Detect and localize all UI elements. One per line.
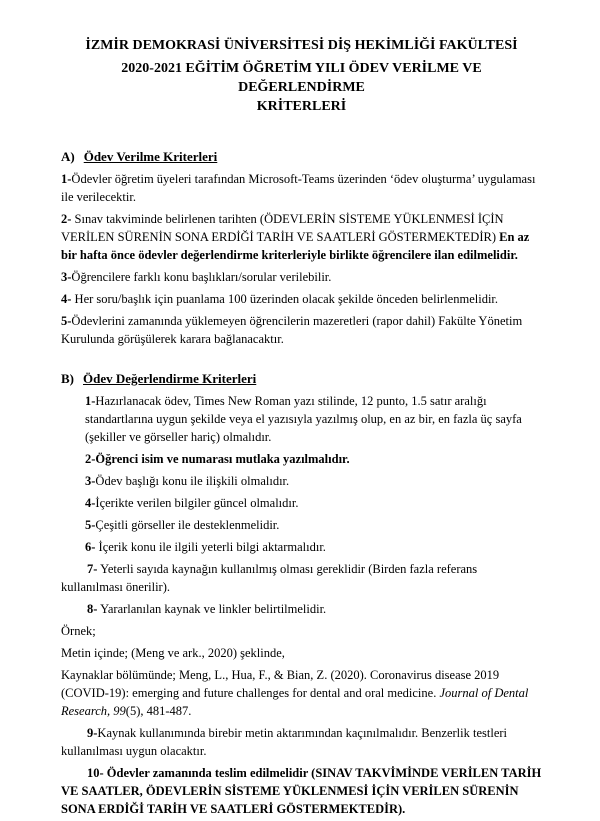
example-reference [61,666,542,720]
text-segment: 3- [85,474,96,488]
text-segment: 1- [85,394,96,408]
text-segment: Her soru/başlık için puanlama 100 üzerinden olacak şekilde önceden belirlenmelidir. [71,292,499,306]
text-segment: 4- [85,496,96,510]
text-segment: Örnek; [61,624,96,638]
text-segment: 3- [61,270,72,284]
section-heading-text: Ödev Değerlendirme Kriterleri [83,371,257,386]
text-segment: Ödev başlığı konu ile ilişkili olmalıdır. [95,474,290,488]
item-a3 [61,268,542,286]
document-subtitle [61,59,542,116]
example-label [61,622,542,640]
text-segment: 2- [61,212,75,226]
item-a2 [61,210,542,264]
item-a1 [61,170,542,206]
item-b7 [61,560,542,596]
item-b3 [85,472,542,490]
text-segment: Kaynaklar bölümünde; Meng, L., Hua, F., & Bian, Z. (2020). Coronavirus disease 2019 (COVID-19): emerging and future challenges for dental and oral medicine. [61,668,500,700]
section-heading-text: Ödev Verilme Kriterleri [83,149,218,164]
item-b5 [85,516,542,534]
document-subtitle-line2: KRİTERLERİ [256,99,347,114]
text-segment: 8- [87,602,98,616]
text-segment: Çeşitli görseller ile desteklenmelidir. [95,518,280,532]
item-b10 [61,764,542,818]
item-a4 [61,290,542,308]
text-segment: Hazırlanacak ödev, Times New Roman yazı stilinde, 12 punto, 1.5 satır aralığı standartlarına uygun şekilde veya el yazısıyla yazılmış olup, en az bir, en fazla üç sayfa (şekiller ve görseller hariç) olmalıdır. [85,394,522,444]
text-segment: 6- [85,540,96,554]
text-segment: Metin içinde; (Meng ve ark., 2020) şeklinde, [61,646,285,660]
text-segment: Yararlanılan kaynak ve linkler belirtilmelidir. [97,602,327,616]
document-body [61,148,542,818]
text-segment: Öğrencilere farklı konu başlıkları/sorular verilebilir. [71,270,332,284]
section-label: B) [61,371,74,386]
text-segment: 2-Öğrenci isim ve numarası mutlaka yazılmalıdır. [85,452,350,466]
item-a5 [61,312,542,348]
document-subtitle-line1: 2020-2021 EĞİTİM ÖĞRETİM YILI ÖDEV VERİLME VE DEĞERLENDİRME [121,61,482,95]
text-segment: Ödevler öğretim üyeleri tarafından Microsoft-Teams üzerinden ‘ödev oluşturma’ uygulaması ile verilecektir. [61,172,536,204]
item-b9 [61,724,542,760]
text-segment: Ödevlerini zamanında yüklemeyen öğrencilerin mazeretleri (rapor dahil) Fakülte Yönetim Kurulunda görüşülerek karara bağlanacaktır. [61,314,523,346]
text-segment: 9- [87,726,98,740]
text-segment: 4- [61,292,72,306]
section-a-heading [61,148,542,166]
text-segment: 1- [61,172,72,186]
text-segment: İçerik konu ile ilgili yeterli bilgi aktarmalıdır. [95,540,326,554]
text-segment: Yeterli sayıda kaynağın kullanılmış olması gereklidir (Birden fazla referans kullanılması önerilir). [61,562,478,594]
text-segment: 5- [61,314,72,328]
item-b1 [85,392,542,446]
text-segment: En az bir hafta önce ödevler değerlendirme kriterleriyle birlikte öğrencilere ilan edilmelidir. [61,230,530,262]
item-b4 [85,494,542,512]
text-segment: Journal of Dental Research, 99 [61,686,529,718]
section-label: A) [61,149,75,164]
section-b-heading [61,370,542,388]
text-segment: 7- [87,562,98,576]
text-segment: Kaynak kullanımında birebir metin aktarımından kaçınılmalıdır. Benzerlik testleri kullanılması uygun olacaktır. [61,726,508,758]
text-segment: 10- Ödevler zamanında teslim edilmelidir (SINAV TAKVİMİNDE VERİLEN TARİH VE SAATLER, ÖDEVLERİN SİSTEME YÜKLENMESİ İÇİN VERİLEN SÜRENİN SONA ERDİĞİ TARİH VE SAATLERİ GÖSTERMEKTEDİR). [61,766,542,816]
example-in-text [61,644,542,662]
text-segment: Sınav takviminde belirlenen tarihten (ÖDEVLERİN SİSTEME YÜKLENMESİ İÇİN VERİLEN SÜRENİN SONA ERDİĞİ TARİH VE SAATLERİ GÖSTERMEKTEDİR) [61,212,504,244]
text-segment: (5), 481-487. [125,704,192,718]
item-b6 [85,538,542,556]
item-b8 [61,600,542,618]
text-segment: İçerikte verilen bilgiler güncel olmalıdır. [95,496,299,510]
text-segment: 5- [85,518,96,532]
item-b2 [85,450,542,468]
document-title: İZMİR DEMOKRASİ ÜNİVERSİTESİ DİŞ HEKİMLİĞİ FAKÜLTESİ [85,38,518,53]
